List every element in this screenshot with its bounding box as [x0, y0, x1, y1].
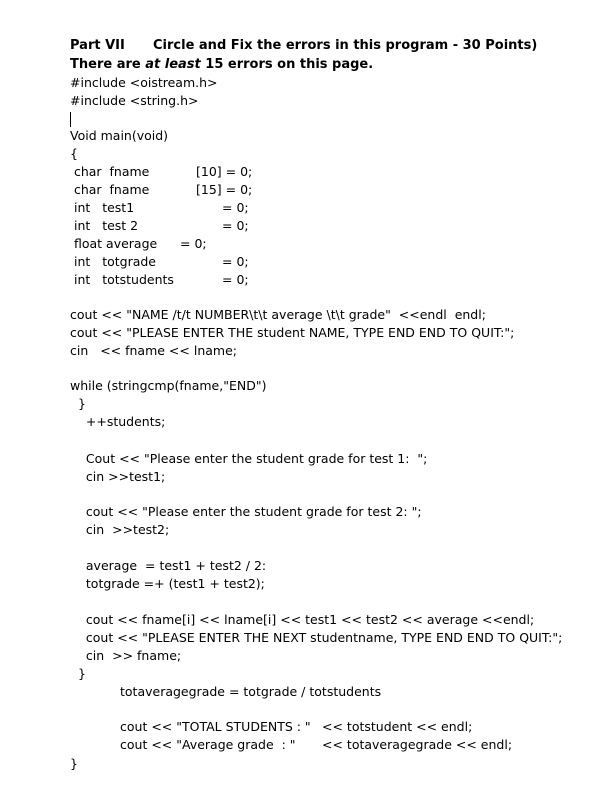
code-line: cout << "PLEASE ENTER THE student NAME, TYPE END END TO QUIT:"; — [70, 325, 515, 340]
while-line: while (stringcmp(fname,"END") — [70, 378, 267, 393]
declaration-type: int test 2 — [70, 218, 139, 233]
open-brace: { — [70, 146, 78, 161]
code-line: ++students; — [70, 414, 166, 429]
declaration-type: int test1 — [70, 200, 135, 215]
close-brace: } — [70, 756, 78, 771]
code-line: cout << fname[i] << lname[i] << test1 << test2 << average <<endl; — [70, 612, 535, 627]
declaration-type: int totgrade — [70, 254, 156, 269]
code-line: cin >> fname; — [70, 648, 182, 663]
code-line: << totstudent << endl; — [322, 719, 473, 734]
code-line: cout << "PLEASE ENTER THE NEXT studentname, TYPE END END TO QUIT:"; — [70, 630, 563, 645]
code-line: cout << "TOTAL STUDENTS : " — [120, 719, 311, 734]
text-cursor — [70, 112, 71, 127]
code-line: cin << fname << lname; — [70, 343, 237, 358]
code-line: totgrade =+ (test1 + test2); — [70, 576, 265, 591]
note-prefix: There are — [70, 57, 146, 72]
declaration-value: = 0; — [222, 218, 249, 233]
note-suffix: 15 errors on this page. — [200, 57, 374, 72]
declaration-type: char fname — [70, 182, 150, 197]
note-emphasis: at least — [145, 57, 201, 72]
include-line: #include <string.h> — [70, 93, 199, 108]
code-line: } — [70, 396, 86, 411]
instruction-text: Circle and Fix the errors in this program - 30 Points) — [153, 38, 538, 53]
declaration-value: = 0; — [222, 272, 249, 287]
code-line: << totaveragegrade << endl; — [322, 737, 513, 752]
declaration-type: float average — [70, 236, 158, 251]
code-line: average = test1 + test2 / 2: — [70, 558, 267, 573]
part-label: Part VII — [70, 38, 125, 53]
code-line: cin >>test1; — [70, 469, 166, 484]
code-line: cout << "Average grade : " — [120, 737, 296, 752]
code-line: totaveragegrade = totgrade / totstudents — [120, 684, 382, 699]
include-line: #include <oistream.h> — [70, 75, 218, 90]
declaration-value: = 0; — [222, 200, 249, 215]
code-line: Cout << "Please enter the student grade for test 1: "; — [70, 451, 428, 466]
declaration-value: [15] = 0; — [196, 182, 253, 197]
note-line — [70, 57, 373, 73]
declaration-value: [10] = 0; — [196, 164, 253, 179]
code-line: cout << "NAME /t/t NUMBER\t\t average \t\t grade" <<endl endl; — [70, 307, 486, 322]
main-signature: Void main(void) — [70, 128, 169, 143]
code-line: cout << "Please enter the student grade for test 2: "; — [70, 504, 422, 519]
code-line: } — [70, 666, 86, 681]
code-line: cin >>test2; — [70, 522, 170, 537]
declaration-type: int totstudents — [70, 272, 174, 287]
declaration-type: char fname — [70, 164, 150, 179]
declaration-value: = 0; — [222, 254, 249, 269]
declaration-value: = 0; — [180, 236, 207, 251]
